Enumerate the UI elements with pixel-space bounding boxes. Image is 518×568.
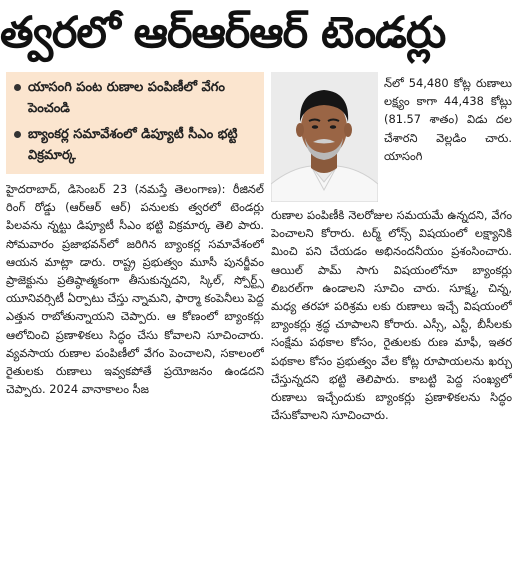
highlights-box (6, 72, 264, 174)
highlight-item (12, 124, 258, 166)
person-portrait-icon (271, 72, 378, 202)
body-text-right: రుణాల పంపిణీకి నెలరోజుల సమయమే ఉన్నదని, వేగం పెంచాలని కోరారు. టర్మ్‌ లోన్స్‌ విషయంలో లక్ష్యానికి మించి పని చేయడం అభినందనీయం ప్రశంసించారు. ఆయిల్‌ పామ్‌ సాగు విషయంలోనూ బ్యాంకర్లు లిబరల్‌గా ఉండాలని సూచిం చారు. సూక్ష్మ, చిన్న, మధ్య తరహా పరిశ్రమ లకు రుణాలు ఇచ్చే విషయంలో బ్యాంకర్లు శ్రద్ధ చూపాలని కోరారు. ఎస్సీ, ఎస్టీ, బీసీలకు సంక్షేమ పథకాల కోసం, రైతులకు రుణ మాఫీ, ఇతర పథకాల కోసం ప్రభుత్వం వేల కోట్ల రూపాయలను ఖర్చు చేస్తున్నదని భట్టి తెలిపారు. కాబట్టి పెద్ద సంఖ్యలో రుణాలు ఇచ్చేందుకు బ్యాంకర్లు ప్రణాళికలను సిద్ధం చేసుకోవాలని సూచించారు. (271, 208, 512, 423)
highlight-text: బ్యాంకర్ల సమావేశంలో డిప్యూటీ సీఎం భట్టి విక్రమార్క (28, 127, 238, 163)
headline: త్వరలో ఆర్‌ఆర్‌ఆర్ టెండర్లు (0, 8, 446, 58)
bullet-icon (14, 84, 21, 91)
highlight-item (12, 77, 258, 119)
highlight-text: యాసంగి పంట రుణాల పంపిణీలో వేగం పెంచండి (28, 80, 225, 116)
bullet-icon (14, 131, 21, 138)
body-text-left: హైదరాబాద్‌, డిసెంబర్‌ 23 (నమస్తే తెలంగాణ): రీజినల్‌ రింగ్‌ రోడ్డు (ఆర్‌ఆర్‌ ఆర్‌) పనులకు త్వరలో టెండర్లు పిలవను న్నట్టు డిప్యూటీ సీఎం భట్టి విక్రమార్క తెలి పారు. సోమవారం ప్రజాభవన్‌లో జరిగిన బ్యాంకర్ల సమావేశంలో ఆయన మాట్లా డారు. రాష్ట్ర ప్రభుత్వం మూసీ పునర్జీవం ప్రాజెక్టును ప్రతిష్ఠాత్మకంగా తీసుకున్నదని, స్కిల్‌, స్పోర్ట్స్‌ యూనివర్సిటీ ఏర్పాటు చేస్తు న్నామని, ఫార్మా కంపెనీలు పెద్ద ఎత్తున రాబోతున్నాయని చెప్పారు. ఆ కోణంలో బ్యాంకర్లు ఆలోచించి ప్రణాళికలు సిద్ధం చేసు కోవాలని సూచించారు. వ్యవసాయ రుణాల పంపిణీలో వేగం పెంచాలని, సకాలంలో రైతులకు రుణాలు ఇవ్వకపోతే ప్రయోజనం ఉండదని చెప్పారు. 2024 వానాకాలం సీజ (6, 182, 264, 397)
portrait-photo (271, 72, 378, 202)
body-text-right-top: న్‌లో 54,480 కోట్ల రుణాలు లక్ష్యం కాగా 44,438 కోట్లు (81.57 శాతం) విడు దల చేశారని వెల్లడిం చారు. యాసంగి (384, 76, 512, 163)
